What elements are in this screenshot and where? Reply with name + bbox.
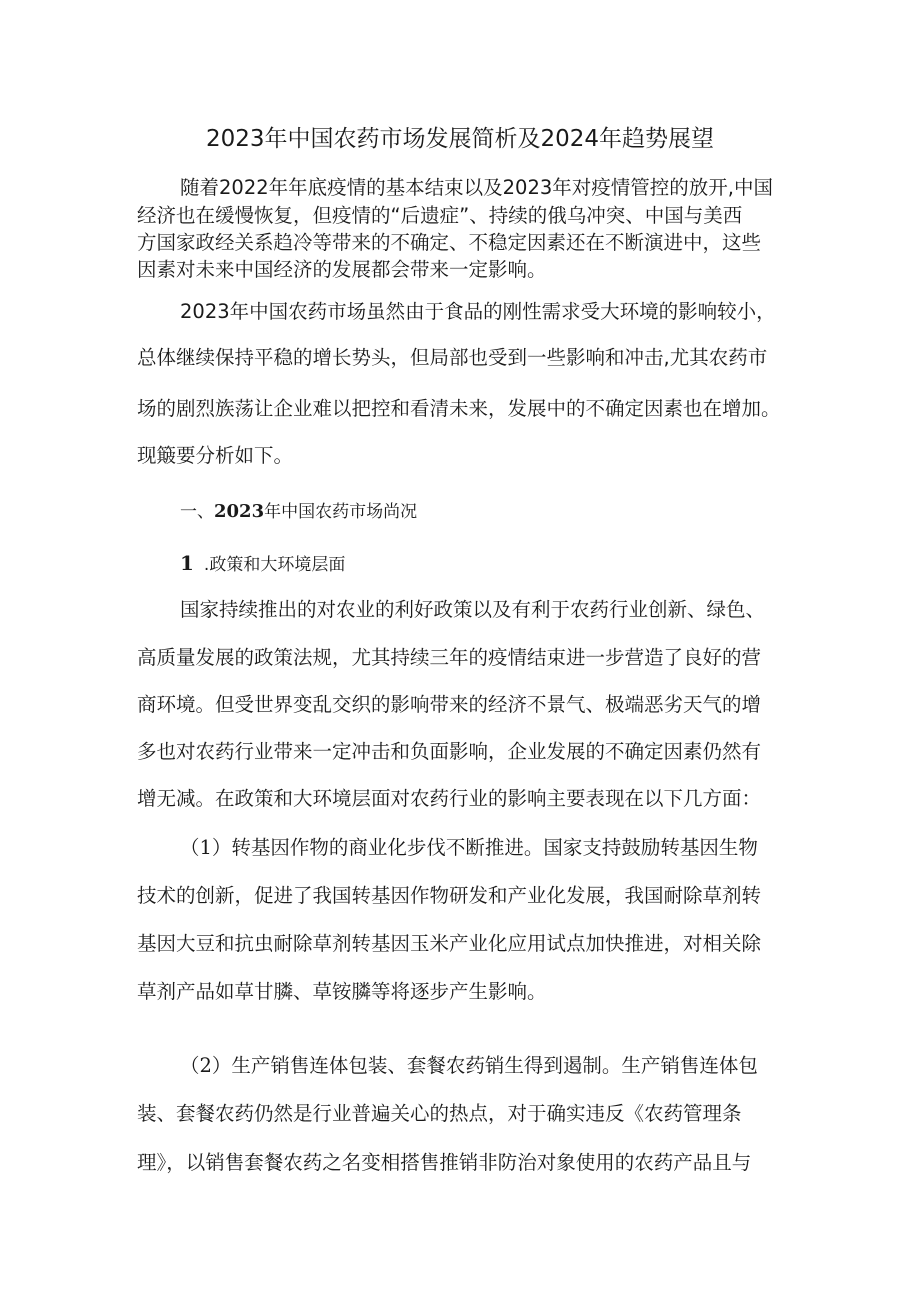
para3-line-2: 高质量发展的政策法规，尤其持续三年的疫情结束进一步营造了良好的营 (137, 646, 762, 669)
item1-line-2: 技术的创新，促进了我国转基因作物研发和产业化发展，我国耐除草剂转 (137, 884, 762, 907)
para2-line-3: 场的剧烈族荡让企业难以把控和看清未来，发展中的不确定因素也在增加。 (137, 397, 781, 420)
subsection-number: 1 (180, 551, 194, 575)
item2-line-1: （2）生产销售连体包装、套餐农药销生得到遏制。生产销售连体包 (180, 1054, 758, 1077)
item2-line-3: 理》，以销售套餐农药之名变相搭售推销非防治对象使用的农药产品且与 (137, 1151, 752, 1174)
para3-line-1: 国家持续推出的对农业的利好政策以及有利于农药行业创新、绿色、 (180, 598, 766, 621)
section-heading-1 (180, 500, 417, 524)
section-prefix: 一、 (180, 502, 214, 522)
para3-line-5: 增无减。在政策和大环境层面对农药行业的影响主要表现在以下几方面： (137, 787, 762, 810)
para2-line-2: 总体继续保持平稳的增长势头，但局部也受到一些影响和冲击,尤其农药市 (137, 346, 768, 369)
section-year: 2023 (214, 501, 265, 522)
intro-line-4: 因素对未来中国经济的发展都会带来一定影响。 (137, 258, 547, 281)
para3-line-4: 多也对农药行业带来一定冲击和负面影响，企业发展的不确定因素仍然有 (137, 740, 762, 763)
section-title-text: 年中国农药市场尚况 (264, 502, 418, 522)
item1-line-1: （1）转基因作物的商业化步伐不断推进。国家支持鼓励转基因生物 (180, 836, 758, 859)
intro-line-2: 经济也在缓慢恢复，但疫情的“后遗症”、持续的俄乌冲突、中国与美西 (137, 204, 743, 227)
subsection-heading-1 (180, 551, 345, 577)
subsection-title-text: .政策和大环境层面 (203, 555, 346, 575)
item1-line-3: 基因大豆和抗虫耐除草剂转基因玉米产业化应用试点加快推进，对相关除 (137, 932, 762, 955)
para2-line-1: 2023年中国农药市场虽然由于食品的刚性需求受大环境的影响较小， (180, 300, 776, 323)
document-title: 2023年中国农药市场发展简析及2024年趋势展望 (205, 126, 715, 152)
para3-line-3: 商环境。但受世界变乱交织的影响带来的经济不景气、极端恶劣天气的增 (137, 693, 762, 716)
item1-line-4: 草剂产品如草甘膦、草铵膦等将逐步产生影响。 (137, 980, 547, 1003)
para2-line-4: 现簸要分析如下。 (137, 444, 294, 467)
item2-line-2: 装、套餐农药仍然是行业普遍关心的热点，对于确实违反《农药管理条 (137, 1102, 742, 1125)
intro-line-3: 方国家政经关系趋冷等带来的不确定、不稳定因素还在不断演进中，这些 (137, 231, 762, 254)
intro-line-1: 随着2022年年底疫情的基本结束以及2023年对疫情管控的放开,中国 (180, 176, 773, 199)
